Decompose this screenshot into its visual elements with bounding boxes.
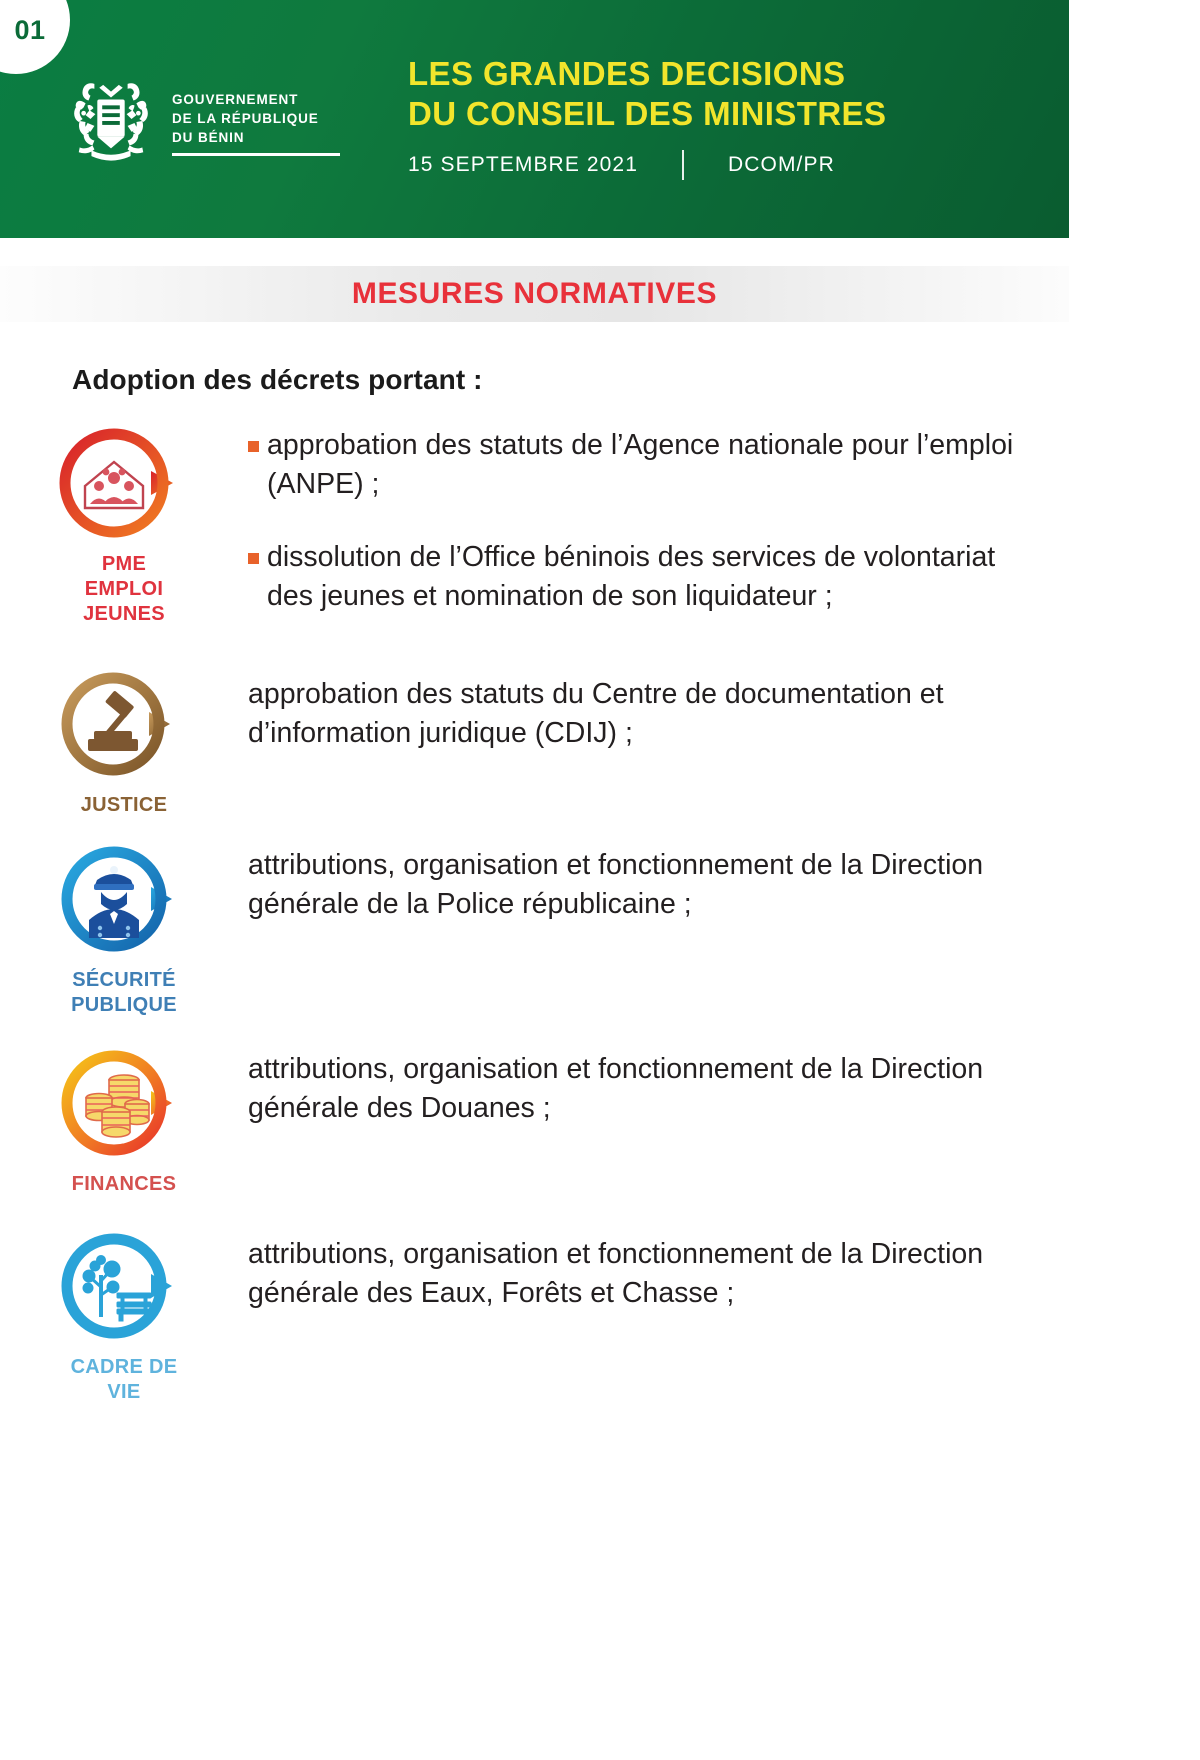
icon-column-justice <box>0 661 248 818</box>
decision-row-finances <box>0 1040 1069 1197</box>
text-column-pme <box>248 420 1069 616</box>
badge-pme <box>55 420 193 546</box>
icon-column-securite <box>0 836 248 1018</box>
icon-label-securite-line-1: SÉCURITÉ <box>72 969 176 991</box>
justice-gavel-icon <box>55 661 193 787</box>
icon-label-finances-line-1: FINANCES <box>71 1173 177 1195</box>
decision-item <box>248 538 1045 616</box>
coins-stack-icon <box>55 1040 193 1166</box>
badge-cadre <box>55 1223 193 1349</box>
icon-label-cadre-line-1: CADRE DE <box>70 1356 178 1378</box>
icon-label-cadre-line-2: VIE <box>107 1381 141 1403</box>
government-name <box>172 90 340 156</box>
intro-text: Adoption des décrets portant : <box>72 364 483 395</box>
icon-label-securite-line-2: PUBLIQUE <box>71 994 177 1016</box>
decision-item <box>248 426 1045 504</box>
icon-label-pme-line-3: JEUNES <box>83 603 165 625</box>
page-number-badge <box>0 0 70 74</box>
decision-text: attributions, organisation et fonctionnement de la Direction générale des Douanes ; <box>248 1053 984 1124</box>
icon-column-cadre <box>0 1223 248 1405</box>
decision-row-pme <box>0 420 1069 627</box>
text-column-securite <box>248 836 1069 924</box>
icon-column-pme <box>0 420 248 627</box>
text-column-cadre <box>248 1223 1069 1313</box>
government-line-3: DU BÉNIN <box>172 130 245 145</box>
header-title-line-2: DU CONSEIL DES MINISTRES <box>408 95 887 132</box>
benin-coat-of-arms-icon <box>62 78 160 164</box>
icon-label-finances <box>72 1172 177 1197</box>
header-title-line-1: LES GRANDES DECISIONS <box>408 55 846 92</box>
decision-text: approbation des statuts du Centre de documentation et d’information juridique (CDIJ) ; <box>248 678 944 749</box>
icon-label-justice-line-1: JUSTICE <box>80 794 168 816</box>
header-source: DCOM/PR <box>727 153 835 176</box>
decision-row-justice <box>0 661 1069 818</box>
icon-label-cadre <box>71 1355 178 1405</box>
icon-column-finances <box>0 1040 248 1197</box>
section-band <box>0 266 1069 322</box>
icon-label-securite <box>71 968 177 1018</box>
header-meta-row <box>408 150 1069 180</box>
text-column-justice <box>248 661 1069 753</box>
header-meta-divider <box>682 150 684 180</box>
decision-text: attributions, organisation et fonctionnement de la Direction générale des Eaux, Forêts et Chasse ; <box>248 1238 984 1309</box>
badge-justice <box>55 661 193 787</box>
police-officer-icon <box>55 836 193 962</box>
badge-finances <box>55 1040 193 1166</box>
icon-label-pme <box>83 552 165 627</box>
header-date: 15 SEPTEMBRE 2021 <box>408 153 638 176</box>
decision-row-cadre-de-vie <box>0 1223 1069 1405</box>
icon-label-pme-line-1: PME <box>101 553 147 575</box>
tree-bench-icon <box>55 1223 193 1349</box>
page-number-label: 01 <box>14 14 46 45</box>
decision-text: attributions, organisation et fonctionnement de la Direction générale de la Police républicaine ; <box>248 849 984 920</box>
pme-emploi-jeunes-icon <box>55 420 193 546</box>
section-title: MESURES NORMATIVES <box>351 277 718 310</box>
bullet-square-icon <box>248 441 259 452</box>
decision-rows <box>0 420 1069 1405</box>
bullet-square-icon <box>248 553 259 564</box>
government-logo-block <box>62 78 340 164</box>
text-column-finances <box>248 1040 1069 1128</box>
icon-label-justice <box>81 793 168 818</box>
decision-text: dissolution de l’Office béninois des services de volontariat des jeunes et nomination de son liquidateur ; <box>267 541 996 612</box>
government-line-1: GOUVERNEMENT <box>172 92 299 107</box>
decision-text: approbation des statuts de l’Agence nationale pour l’emploi (ANPE) ; <box>267 429 1014 500</box>
page-header <box>0 0 1069 238</box>
government-line-2: DE LA RÉPUBLIQUE <box>172 111 319 126</box>
badge-securite <box>55 836 193 962</box>
decision-row-securite-publique <box>0 836 1069 1018</box>
icon-label-pme-line-2: EMPLOI <box>84 578 164 600</box>
section-band-wrapper <box>0 266 1069 336</box>
header-title-block <box>408 54 1069 180</box>
logo-underline <box>172 153 340 156</box>
